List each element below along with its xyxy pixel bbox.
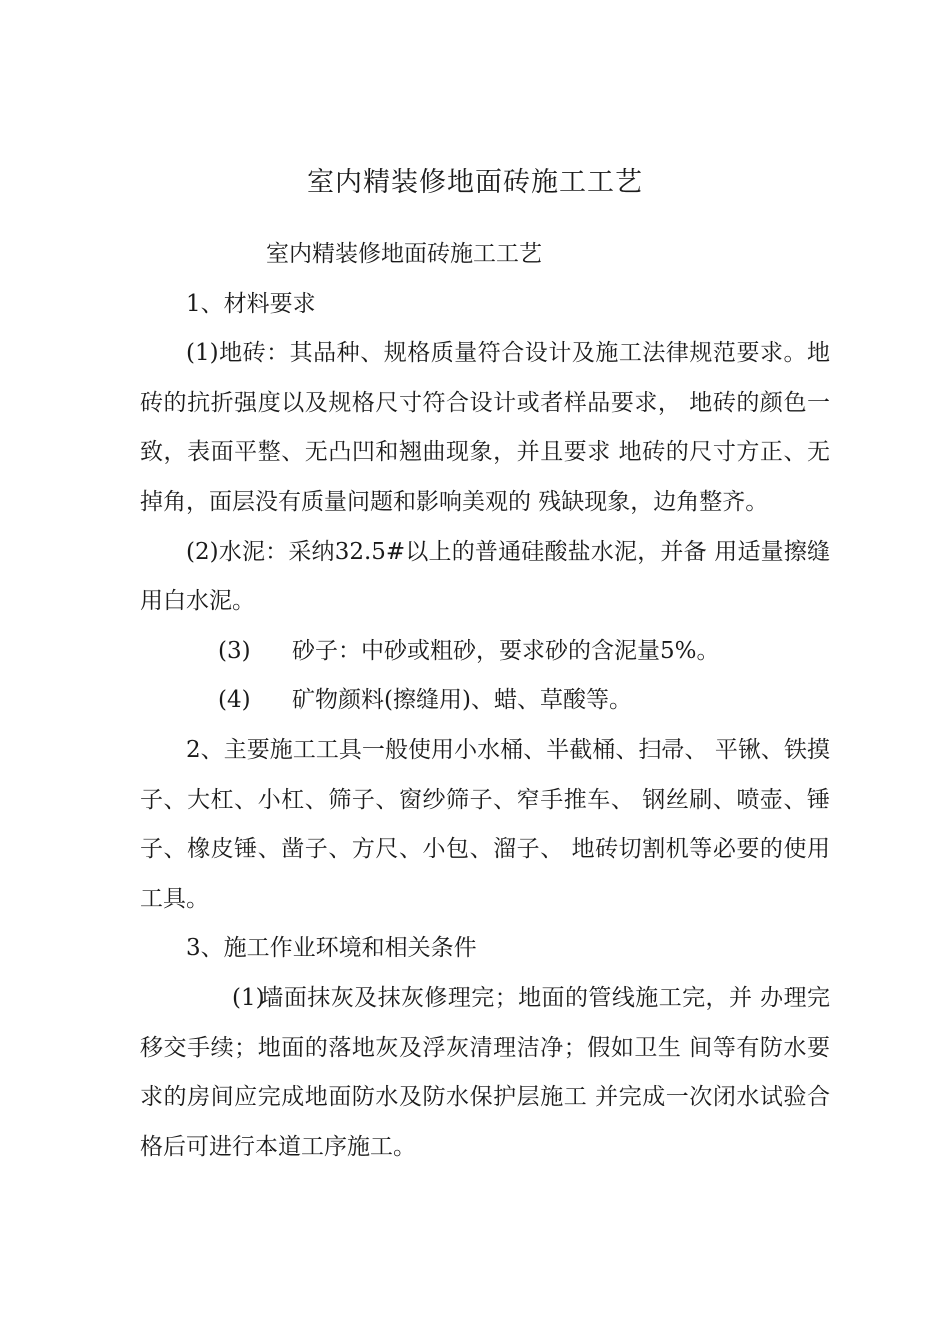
section-heading-conditions: 3、施工作业环境和相关条件 [186, 935, 477, 962]
list-item-number: (1) [232, 984, 265, 1011]
document-title: 室内精装修地面砖施工工艺 [307, 167, 643, 198]
list-item-sand [140, 627, 830, 677]
document-subtitle: 室内精装修地面砖施工工艺 [266, 241, 542, 267]
list-item-pigment [140, 676, 830, 726]
list-item-number: (4) [218, 687, 251, 714]
list-item-text: 砂子：中砂或粗砂，要求砂的含泥量5%。 [292, 637, 720, 664]
paragraph-cement: (2)水泥：采纳32.5#以上的普通硅酸盐水泥，并备 用适量擦缝用白水泥。 [140, 538, 830, 615]
paragraph-tools: 2、主要施工工具一般使用小水桶、半截桶、扫帚、 平锹、铁摸子、大杠、小杠、筛子、窗纱筛子、窄手推车、 钢丝刷、喷壶、锤子、橡皮锤、凿子、方尺、小包、溜子、 地砖切割机等必要的使用工具。 [140, 736, 830, 912]
paragraph-conditions [140, 974, 830, 1172]
section-heading-materials: 1、材料要求 [186, 290, 316, 317]
paragraph-floor-tiles: (1)地砖：其品种、规格质量符合设计及施工法律规范要求。地砖的抗折强度以及规格尺寸符合设计或者样品要求， 地砖的颜色一致，表面平整、无凸凹和翘曲现象，并且要求 地砖的尺寸方正、无掉角，面层没有质量问题和影响美观的 残缺现象，边角整齐。 [140, 340, 830, 515]
list-item-text: 墙面抹灰及抹灰修理完；地面的管线施工完，并 办理完移交手续；地面的落地灰及浮灰清理洁净；假如卫生 间等有防水要求的房间应完成地面防水及防水保护层施工 并完成一次闭水试验合格后可进行本道工序施工。 [140, 984, 830, 1160]
list-item-number: (3) [218, 637, 251, 664]
list-item-text: 矿物颜料(擦缝用)、蜡、草酸等。 [292, 687, 632, 714]
document-body [140, 230, 830, 1172]
